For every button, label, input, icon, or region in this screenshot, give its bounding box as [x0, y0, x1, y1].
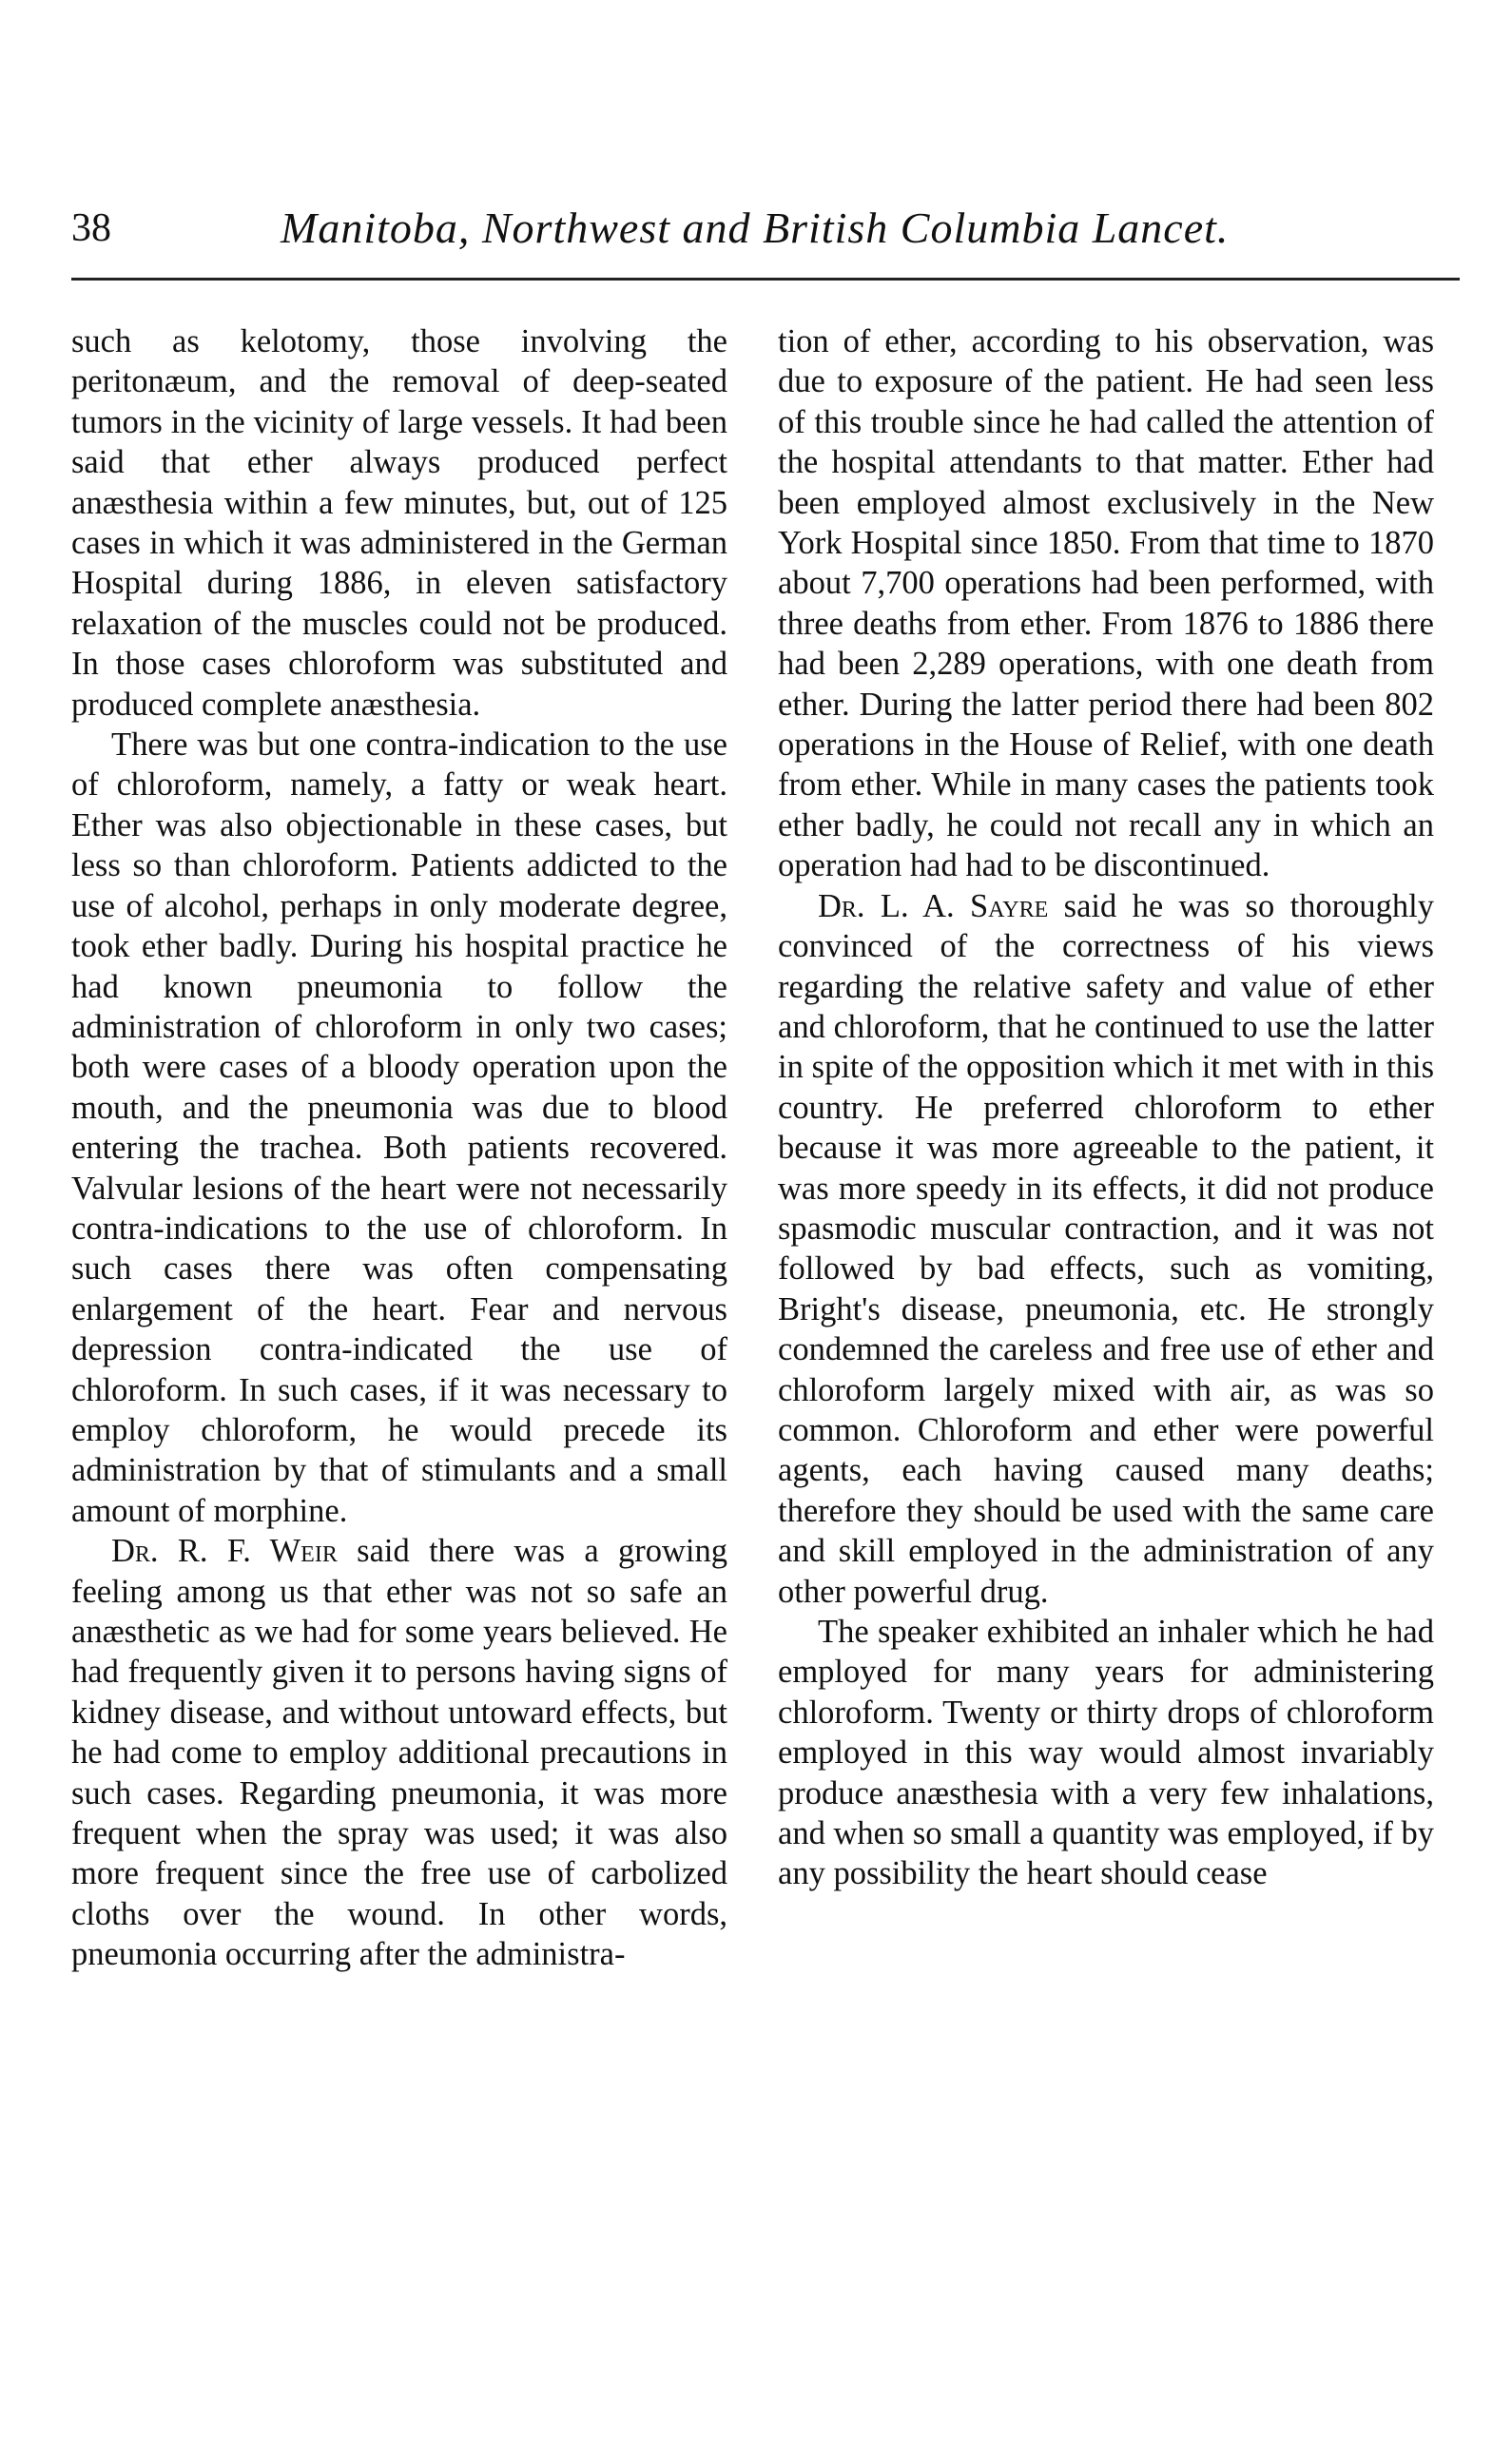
paragraph-weir-text: said there was a growing feeling among us that ether was not so safe an anæsthetic as we had for some years believed. He had frequently given it to persons having signs of kidney disease, and without untoward effects, but he had come to employ additional precautions in such cases. Regarding pneumonia, it was more frequent when the spray was used; it was also more frequent since the free use of carbolized cloths over the wound. In other words, pneumonia occurring after the administra-: [71, 1533, 727, 1973]
running-title: Manitoba, Northwest and British Columbia Lancet.: [281, 203, 1230, 252]
header-rule: [71, 278, 1460, 281]
paragraph-weir: [71, 1531, 727, 1974]
paragraph-continuation-right: tion of ether, according to his observation, was due to exposure of the patient. He had seen less of this trouble since he had called the attention of the hospital attendants to that matter. Ether had been employed almost exclusively in the New York Hospital since 1850. From that time to 1870 about 7,700 operations had been performed, with three deaths from ether. From 1876 to 1886 there had been 2,289 operations, with one death from ether. During the latter period there had been 802 operations in the House of Relief, with one death from ether. While in many cases the patients took ether badly, he could not recall any in which an operation had had to be discontinued.: [778, 323, 1434, 884]
paragraph-sayre-text: said he was so thoroughly convinced of the correctness of his views regarding the relative safety and value of ether and chloroform, that he continued to use the latter in spite of the opposition which it met with in this country. He preferred chloroform to ether because it was more agreeable to the patient, it was more speedy in its effects, it did not produce spasmodic muscular contraction, and it was not followed by bad effects, such as vomiting, Bright's disease, pneumonia, etc. He strongly condemned the careless and free use of ether and chloroform largely mixed with air, as was so common. Chloroform and ether were powerful agents, each having caused many deaths; therefore they should be used with the same care and skill employed in the administration of any other powerful drug.: [778, 887, 1434, 1610]
paragraph-sayre: [778, 886, 1434, 1612]
speaker-name: Dr. L. A. Sayre: [818, 887, 1049, 924]
page-header: [71, 200, 1460, 257]
right-column: [778, 321, 1434, 2413]
paragraph-inhaler: The speaker exhibited an inhaler which he had employed for many years for administering chloroform. Twenty or thirty drops of chloroform employed in this way would almost invariably produce anæsthesia with a very few inhalations, and when so small a quantity was employed, if by any possibility the heart should cease: [778, 1614, 1434, 1892]
page-number: 38: [71, 206, 111, 250]
speaker-name: Dr. R. F. Weir: [111, 1533, 338, 1570]
paragraph-continuation: such as kelotomy, those involving the peritonæum, and the removal of deep-seated tumors in the vicinity of large vessels. It had been said that ether always produced perfect anæsthesia within a few minutes, but, out of 125 cases in which it was administered in the German Hospital during 1886, in eleven satisfactory relaxation of the muscles could not be produced. In those cases chloroform was substituted and produced complete anæsthesia.: [71, 323, 727, 723]
paragraph-contraindication: There was but one contra-indication to the use of chloroform, namely, a fatty or weak heart. Ether was also objectionable in these cases, but less so than chloroform. Patients addicted to the use of alcohol, perhaps in only moderate degree, took ether badly. During his hospital practice he had known pneumonia to follow the administration of chloroform in only two cases; both were cases of a bloody operation upon the mouth, and the pneumonia was due to blood entering the trachea. Both patients recovered. Valvular lesions of the heart were not necessarily contra-indications to the use of chloroform. In such cases there was often compensating enlargement of the heart. Fear and nervous depression contra-indicated the use of chloroform. In such cases, if it was necessary to employ chloroform, he would precede its administration by that of stimulants and a small amount of morphine.: [71, 726, 727, 1529]
left-column: [71, 321, 727, 2413]
